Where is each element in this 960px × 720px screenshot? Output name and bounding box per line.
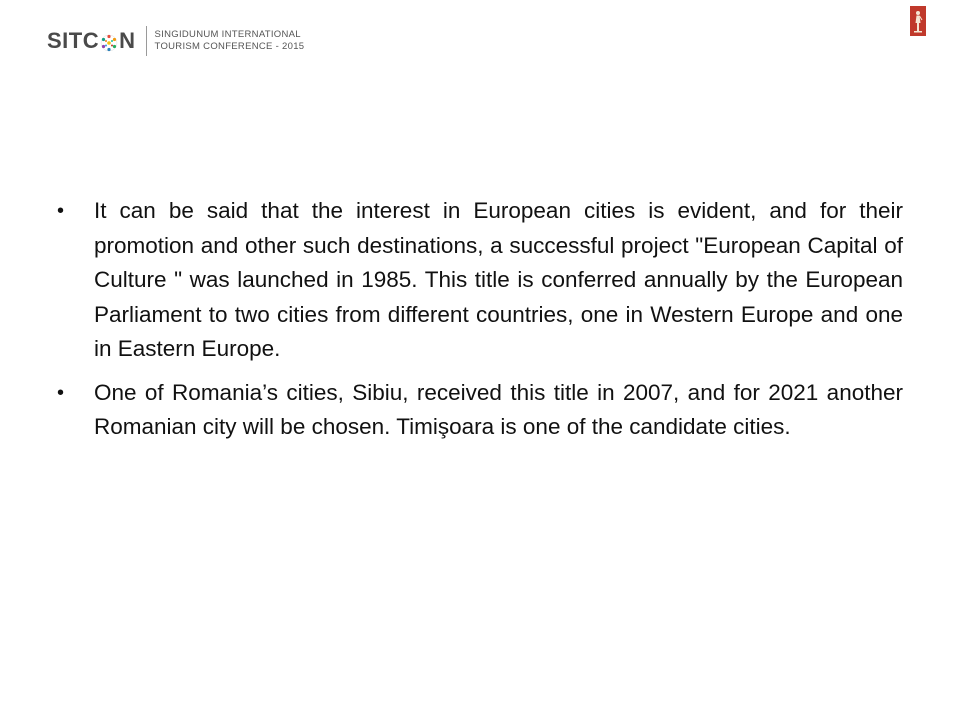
logo-wordmark	[47, 28, 136, 54]
logo-text-right: N	[119, 28, 136, 53]
bullet-item	[57, 194, 903, 367]
logo-text-left: SITC	[47, 28, 100, 53]
bullet-dot-icon: •	[57, 200, 65, 222]
bullet-text: One of Romania’s cities, Sibiu, received this title in 2007, and for 2021 another Romanian city will be chosen. Timişoara is one of the candidate cities.	[94, 379, 903, 439]
slide-content	[57, 194, 903, 454]
conference-logo	[47, 22, 304, 60]
tagline-line-1: SINGIDUNUM INTERNATIONAL	[154, 29, 301, 40]
corner-badge	[910, 6, 926, 36]
figure-icon	[910, 6, 926, 36]
bullet-text: It can be said that the interest in European cities is evident, and for their promotion and other such destinations, a successful project "European Capital of Culture " was launched in 1985. This title is conferred annually by the European Parliament to two cities from different countries, one in Western Europe and one in Eastern Europe.	[94, 198, 903, 361]
conference-tagline	[155, 29, 305, 53]
bullet-list	[57, 194, 903, 445]
bullet-dot-icon: •	[57, 381, 65, 404]
tagline-line-2: TOURISM CONFERENCE - 2015	[154, 41, 305, 52]
globe-dots-icon	[100, 32, 118, 50]
bullet-item	[57, 376, 903, 445]
logo-divider	[146, 26, 147, 56]
